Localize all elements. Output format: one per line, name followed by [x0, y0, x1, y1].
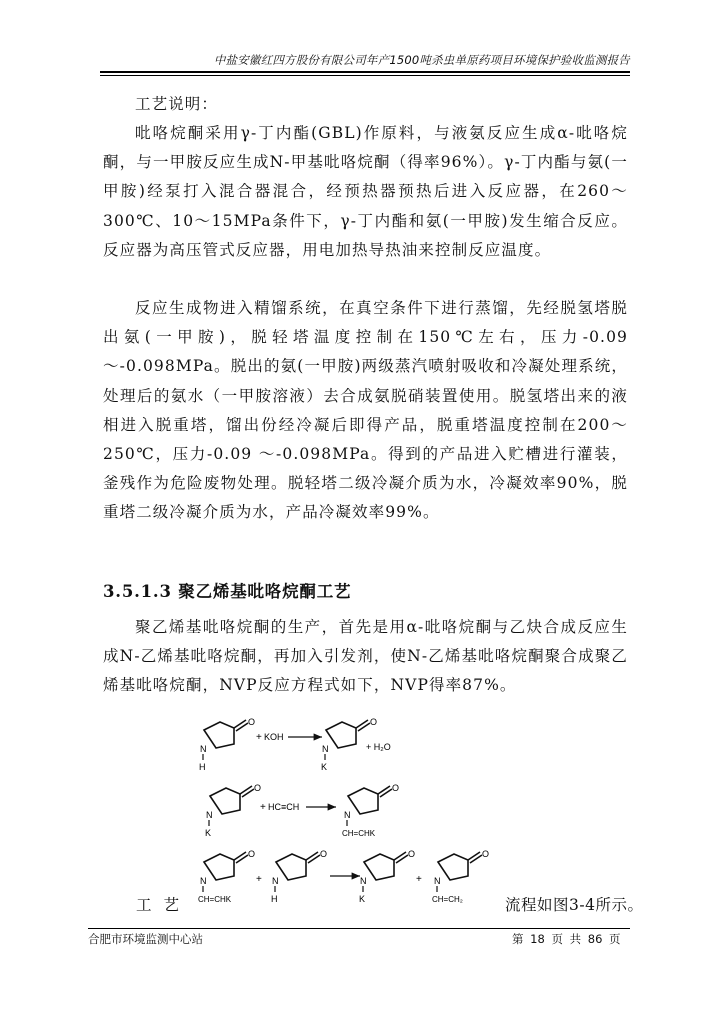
product-vinyl-k [342, 783, 399, 838]
reactant-vinyl-k [198, 849, 255, 904]
svg-text:+: + [256, 874, 262, 885]
svg-text:N: N [206, 810, 213, 820]
svg-text:O: O [248, 717, 256, 727]
svg-text:N: N [344, 810, 351, 820]
svg-text:+: + [260, 802, 266, 813]
svg-text:CH=CH₂: CH=CH₂ [432, 895, 463, 904]
svg-text:K: K [321, 762, 328, 772]
svg-text:O: O [254, 783, 262, 793]
paragraph-pyrrolidone: 吡咯烷酮采用γ-丁内酯(GBL)作原料，与液氨反应生成α-吡咯烷酮，与一甲胺反应生成N-甲基吡咯烷酮（得率96%）。γ-丁内酯与氨(一甲胺)经泵打入混合器混合，经预热器预热后进入反应器，在260～300℃、10～15MPa条件下，γ-丁内酯和氨(一甲胺)发生缩合反应。反应器为高压管式反应器，用电加热导热油来控制反应温度。 [103, 124, 628, 259]
svg-text:CH=CHK: CH=CHK [342, 829, 376, 838]
svg-text:H: H [199, 762, 206, 772]
header-rule-thin [100, 75, 630, 76]
page-number: 第 18 页 共 86 页 [512, 932, 621, 946]
svg-text:O: O [408, 849, 416, 859]
svg-text:O: O [392, 783, 400, 793]
paragraph-pvp: 聚乙烯基吡咯烷酮的生产，首先是用α-吡咯烷酮与乙炔合成反应生成N-乙烯基吡咯烷酮，再加入引发剂，使N-乙烯基吡咯烷酮聚合成聚乙烯基吡咯烷酮，NVP反应方程式如下，NVP得率87%。 [103, 618, 628, 695]
running-header: 中盐安徽红四方股份有限公司年产1500吨杀虫单原药项目环境保护验收监测报告 [213, 53, 630, 67]
reaction-scheme [190, 712, 540, 912]
svg-text:N: N [322, 744, 329, 754]
header-rule-thick [100, 71, 630, 73]
flow-label-left: 工艺 [136, 896, 192, 914]
process-heading: 工艺说明： [135, 95, 219, 113]
svg-text:N: N [434, 876, 441, 886]
svg-text:O: O [370, 717, 378, 727]
svg-text:O: O [482, 849, 490, 859]
paragraph-distillation: 反应生成物进入精馏系统，在真空条件下进行蒸馏，先经脱氢塔脱出氨(一甲胺)，脱轻塔温度控制在150℃左右，压力-0.09 ～-0.098MPa。脱出的氨(一甲胺)两级蒸汽喷射吸收和冷凝处理系统，处理后的氨水（一甲胺溶液）去合成氨脱硝装置使用。脱氢塔出来的液相进入脱重塔，馏出份经冷凝后即得产品，脱重塔温度控制在200～250℃，压力-0.09 ～-0.098MPa。得到的产品进入贮槽进行灌装，釜残作为危险废物处理。脱轻塔二级冷凝介质为水，冷凝效率90%，脱重塔二级冷凝介质为水，产品冷凝效率99%。 [103, 299, 628, 522]
reagent-acetylene: HC≡CH [268, 802, 300, 812]
svg-text:N: N [200, 876, 207, 886]
svg-text:O: O [320, 849, 328, 859]
svg-text:+: + [416, 874, 422, 885]
svg-text:N: N [200, 744, 207, 754]
product-nvp [432, 849, 489, 904]
svg-text:CH=CHK: CH=CHK [198, 895, 232, 904]
svg-text:H: H [271, 894, 278, 904]
section-title: 3.5.1.3 聚乙烯基吡咯烷酮工艺 [103, 582, 352, 601]
svg-text:N: N [360, 876, 367, 886]
byproduct-water: + H₂O [366, 742, 391, 752]
product-k-salt-2 [359, 849, 415, 904]
reactant-k-salt [205, 783, 261, 838]
svg-text:K: K [359, 894, 366, 904]
svg-text:K: K [205, 828, 212, 838]
svg-text:+: + [256, 732, 262, 743]
svg-text:O: O [248, 849, 256, 859]
flow-label-right: 流程如图3-4所示。 [505, 896, 644, 914]
reactant-pyrrolidone-2 [271, 849, 327, 904]
svg-text:N: N [272, 876, 279, 886]
footer-organization: 合肥市环境监测中心站 [88, 932, 203, 946]
reagent-koh: KOH [264, 732, 284, 742]
reactant-pyrrolidone [199, 717, 255, 772]
reaction-scheme-svg [190, 712, 540, 912]
footer-rule [88, 928, 630, 929]
